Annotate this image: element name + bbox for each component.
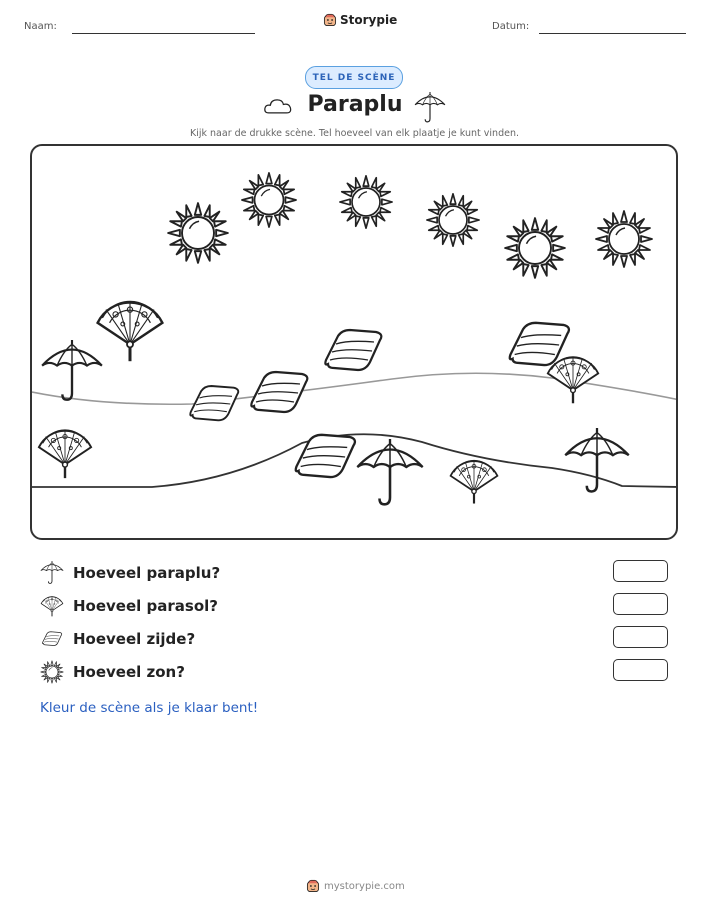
scene-illustration [32, 146, 678, 540]
question-sun [40, 660, 185, 684]
brand-logo [323, 13, 397, 27]
sun-icon [505, 218, 565, 278]
name-input-line[interactable] [72, 33, 255, 34]
sun-icon [40, 660, 64, 684]
silk-icon [190, 386, 238, 420]
parasol-fan-icon [40, 594, 64, 618]
parasol-fan-icon [548, 357, 598, 404]
umbrella-icon [42, 340, 102, 400]
brand-name: Storypie [340, 13, 398, 27]
silk-icon [325, 330, 381, 370]
sun-icon [596, 211, 652, 267]
question-label: Hoeveel paraplu? [73, 564, 221, 582]
answer-box-silk[interactable] [613, 626, 668, 648]
umbrella-icon [565, 428, 628, 491]
answer-box-sun[interactable] [613, 659, 668, 681]
date-input-line[interactable] [539, 33, 686, 34]
page-title: Paraplu [307, 92, 403, 117]
coloring-instruction: Kleur de scène als je klaar bent! [40, 700, 259, 716]
sun-icon [168, 203, 228, 263]
silk-icon [510, 323, 569, 365]
silk-icon [296, 435, 355, 477]
footer [306, 879, 405, 893]
parasol-fan-icon [451, 460, 498, 503]
parasol-fan-icon [39, 430, 91, 478]
sun-icon [242, 173, 296, 227]
date-label: Datum: [492, 21, 530, 32]
umbrella-icon [357, 439, 422, 504]
sun-icon [427, 194, 479, 246]
parasol-fan-icon [98, 301, 163, 361]
question-umbrella [40, 561, 220, 585]
storypie-mascot-icon [306, 879, 320, 893]
umbrella-icon [40, 561, 64, 585]
question-label: Hoeveel parasol? [73, 597, 218, 615]
question-parasol [40, 594, 218, 618]
page-subtitle: Kijk naar de drukke scène. Tel hoeveel van elk plaatje je kunt vinden. [190, 128, 519, 139]
storypie-mascot-icon [323, 13, 337, 27]
question-silk [40, 627, 195, 651]
question-label: Hoeveel zon? [73, 663, 185, 681]
counting-scene [30, 144, 678, 540]
sun-icon [340, 176, 392, 228]
activity-badge: TEL DE SCÈNE [305, 66, 403, 89]
answer-box-umbrella[interactable] [613, 560, 668, 582]
silk-icon [40, 627, 64, 651]
question-label: Hoeveel zijde? [73, 630, 196, 648]
silk-icon [251, 372, 307, 412]
footer-url[interactable]: mystorypie.com [324, 880, 405, 892]
answer-box-parasol[interactable] [613, 593, 668, 615]
name-label: Naam: [24, 21, 57, 32]
umbrella-icon [414, 92, 446, 124]
